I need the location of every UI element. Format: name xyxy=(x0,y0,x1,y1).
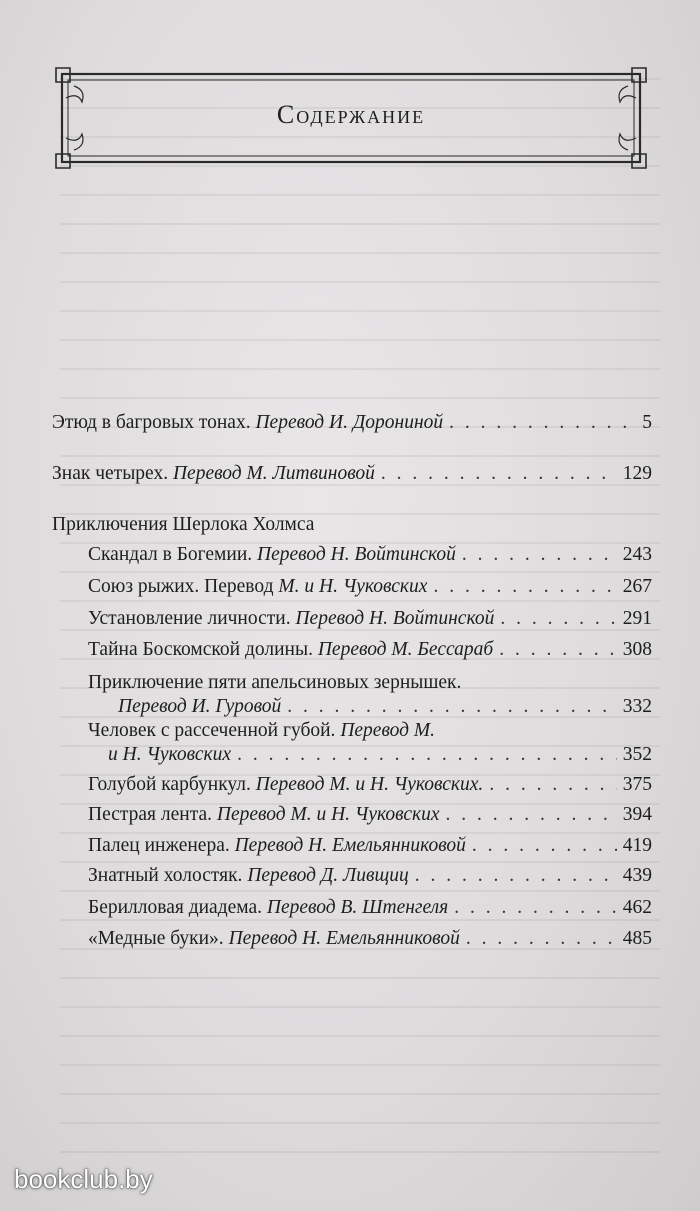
entry-page: 394 xyxy=(622,804,652,825)
entry-page: 291 xyxy=(622,608,652,629)
leader-dots xyxy=(433,575,616,599)
entry-translator: Перевод Д. Ливщиц xyxy=(247,865,409,886)
entry-translator: Перевод И. Гуровой xyxy=(118,696,282,717)
entry-page: 5 xyxy=(642,412,652,433)
toc-entry[interactable] xyxy=(52,411,652,435)
leader-dots xyxy=(466,927,617,951)
leader-dots xyxy=(462,543,617,567)
leader-dots xyxy=(499,638,617,662)
entry-title: Берилловая диадема. xyxy=(88,897,263,918)
entry-title: Союз рыжих. Перевод xyxy=(88,576,274,597)
toc-entry[interactable] xyxy=(88,834,652,858)
entry-translator: Перевод Н. Емельянниковой xyxy=(234,835,466,856)
heading-frame xyxy=(54,66,648,170)
entry-page: 419 xyxy=(622,835,652,856)
toc-entry[interactable] xyxy=(88,543,652,567)
entry-page: 308 xyxy=(622,639,652,660)
section-title: Приключения Шерлока Холмса xyxy=(52,514,315,535)
entry-translator: Перевод М. Бессараб xyxy=(317,639,494,660)
entry-page: 439 xyxy=(622,865,652,886)
leader-dots xyxy=(287,695,616,719)
toc-entry[interactable] xyxy=(88,896,652,920)
entry-title: Голубой карбункул. xyxy=(88,774,251,795)
leader-dots xyxy=(500,607,616,631)
leader-dots xyxy=(237,743,617,767)
leader-dots xyxy=(446,803,617,827)
entry-translator: Перевод Н. Войтинской xyxy=(257,544,456,565)
entry-title: «Медные буки». xyxy=(88,928,224,949)
toc-entry[interactable] xyxy=(88,607,652,631)
entry-page: 243 xyxy=(622,544,652,565)
entry-page: 267 xyxy=(622,576,652,597)
entry-page: 332 xyxy=(622,696,652,717)
toc-entry[interactable] xyxy=(88,773,652,797)
toc-entry[interactable] xyxy=(88,864,652,888)
entry-title: Человек с рассеченной губой. xyxy=(88,720,336,741)
leader-dots xyxy=(449,411,636,435)
entry-title: Палец инженера. xyxy=(88,835,230,856)
entry-translator: Перевод И. Дорониной xyxy=(255,412,444,433)
leader-dots xyxy=(472,834,617,858)
page-title: Содержание xyxy=(276,100,426,129)
toc-entry[interactable] xyxy=(118,695,652,719)
entry-translator-start: Перевод М. xyxy=(340,720,436,741)
leader-dots xyxy=(454,896,617,920)
entry-translator: Перевод Н. Емельянниковой xyxy=(228,928,460,949)
entry-title: Знак четырех. xyxy=(52,463,169,484)
entry-title: Установление личности. xyxy=(88,608,291,629)
entry-translator: Перевод М. и Н. Чуковских. xyxy=(255,774,484,795)
entry-title: Пестрая лента. xyxy=(88,804,212,825)
site-watermark: bookclub.by xyxy=(14,1164,153,1194)
entry-title: Знатный холостяк. xyxy=(88,865,243,886)
entry-title-line[interactable] xyxy=(88,719,435,743)
entry-page: 462 xyxy=(622,897,652,918)
entry-title: Тайна Боскомской долины. xyxy=(88,639,313,660)
entry-translator: Перевод М. Литвиновой xyxy=(172,463,375,484)
toc-entry[interactable] xyxy=(88,638,652,662)
entry-translator: и Н. Чуковских xyxy=(108,744,232,765)
entry-translator: Перевод Н. Войтинской xyxy=(295,608,495,629)
entry-translator: Перевод В. Штенгеля xyxy=(266,897,449,918)
leader-dots xyxy=(415,864,617,888)
entry-page: 375 xyxy=(622,774,652,795)
toc-entry[interactable] xyxy=(88,927,652,951)
toc-entry[interactable] xyxy=(88,575,652,599)
entry-page: 485 xyxy=(622,928,652,949)
entry-title[interactable]: Приключение пяти апельсиновых зернышек. xyxy=(88,672,462,693)
entry-title: Скандал в Богемии. xyxy=(88,544,253,565)
toc-entry[interactable] xyxy=(108,743,652,767)
entry-translator: Перевод М. и Н. Чуковских xyxy=(216,804,440,825)
toc-entry[interactable] xyxy=(52,462,652,486)
entry-page: 129 xyxy=(622,463,652,484)
leader-dots xyxy=(381,462,617,486)
entry-title: Этюд в багровых тонах. xyxy=(52,412,251,433)
leader-dots xyxy=(489,773,616,797)
entry-page: 352 xyxy=(622,744,652,765)
entry-translator: М. и Н. Чуковских xyxy=(278,576,428,597)
toc-entry[interactable] xyxy=(88,803,652,827)
